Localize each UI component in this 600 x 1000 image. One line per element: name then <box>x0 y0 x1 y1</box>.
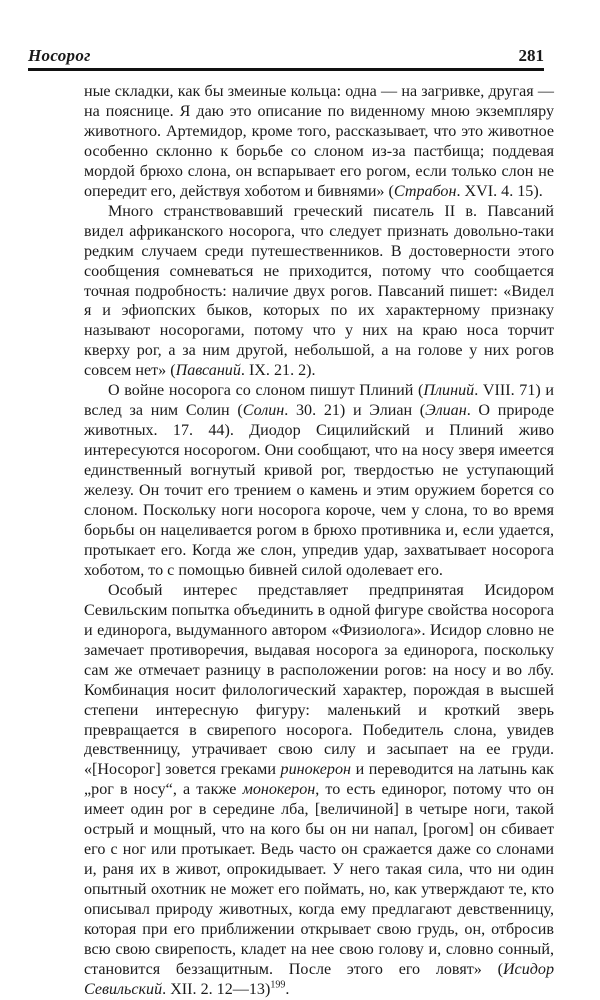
paragraph-4: Особый интерес представляет предпринятая Исидором Севильским попытка объединить в одной фигуре свойства носорога и единорога, выдуманного автором «Физиолога». Исидор словно не замечает противоречия, выдавая носорога за единорога, поскольку сам же отмечает разницу в расположении рогов: на носу и во лбу. Комбинация носит филологический характер, порождая в высшей степени интересную фигуру: маленький и кроткий зверь превращается в свирепого носорога. Победитель слона, увидев девственницу, утрачивает свою силу и засыпает на ее груди. «[Носорог] зовется греками ринокерон и переводится на латынь как „рог в носу“, а также монокерон, то есть единорог, потому что он имеет один рог в середине лба, [величиной] в четыре ноги, такой острый и мощный, что на кого бы он ни напал, [рогом] он сбивает его с ног или протыкает. Ведь часто он сражается даже со слонами и, раня их в живот, опрокидывает. У него такая сила, что ни один опытный охотник не может его поймать, но, как утверждают те, кто описывал природу животных, когда ему предлагают девственницу, которая при его приближении открывает свою грудь, он, отбросив всю свою свирепость, кладет на нее свою голову и, словно сонный, становится беззащитным. После этого его ловят» (Исидор Севильский. XII. 2. 12—13)$^{199}$. <box>84 581 554 998</box>
citation: Страбон <box>393 182 457 200</box>
footnote-ref[interactable]: 199 <box>270 979 286 991</box>
citation: Исидор Севильский <box>84 960 554 998</box>
term: ринокерон <box>280 761 351 779</box>
running-title: Носорог <box>28 46 91 65</box>
citation: Плиний <box>423 382 475 400</box>
paragraph-3: О войне носорога со слоном пишут Плиний (Плиний. VIII. 71) и вслед за ним Солин (Солин. 30. 21) и Элиан (Элиан. О природе животных. 17. 44). Диодор Сицилийский и Плиний живо интересуются носорогом. Они сообщают, что на носу зверя имеется единственный вогнутый кривой рог, твердостью не уступающий железу. Он точит его трением о камень и этим оружием борется со слоном. Поскольку ноги носорога короче, чем у слона, то во время борьбы он нацеливается рогом в брюхо противника и, если удается, протыкает его. Когда же слон, упредив удар, захватывает носорога хоботом, то с помощью бивней силой одолевает его. <box>84 382 555 579</box>
paragraph-1: ные складки, как бы змеиные кольца: одна — на загривке, другая — на пояснице. Я даю это описание по виденному мною экземпляру животного. Артемидор, кроме того, рассказывает, что это животное особенно склонно к борьбе со слоном из-за пастбища; поддевая мордой брюхо слона, он вспарывает его рогом, если только слон не опередит его, действуя хоботом и бивнями» (Страбон. XVI. 4. 15). <box>84 83 554 200</box>
body-text <box>84 82 554 1000</box>
citation: Элиан <box>425 402 467 420</box>
term: монокерон <box>242 781 316 799</box>
page-number: 281 <box>518 46 544 65</box>
paragraph-2: Много странствовавший греческий писатель II в. Павсаний видел африканского носорога, что следует признать довольно-таки редким случаем среди путешественников. В достоверности этого сообщения сомневаться не приходится, потому что сообщается точная подробность: наличие двух рогов. Павсаний пишет: «Видел я и эфиопских быков, которых по их характерному признаку называют носорогами, потому что у них на краю носа торчит кверху рог, а за ним другой, небольшой, а на голове у них рогов совсем нет» (Павсаний. IX. 21. 2). <box>84 202 554 380</box>
citation: Павсаний <box>175 362 241 380</box>
running-header <box>28 42 544 71</box>
citation: Солин <box>242 402 285 420</box>
